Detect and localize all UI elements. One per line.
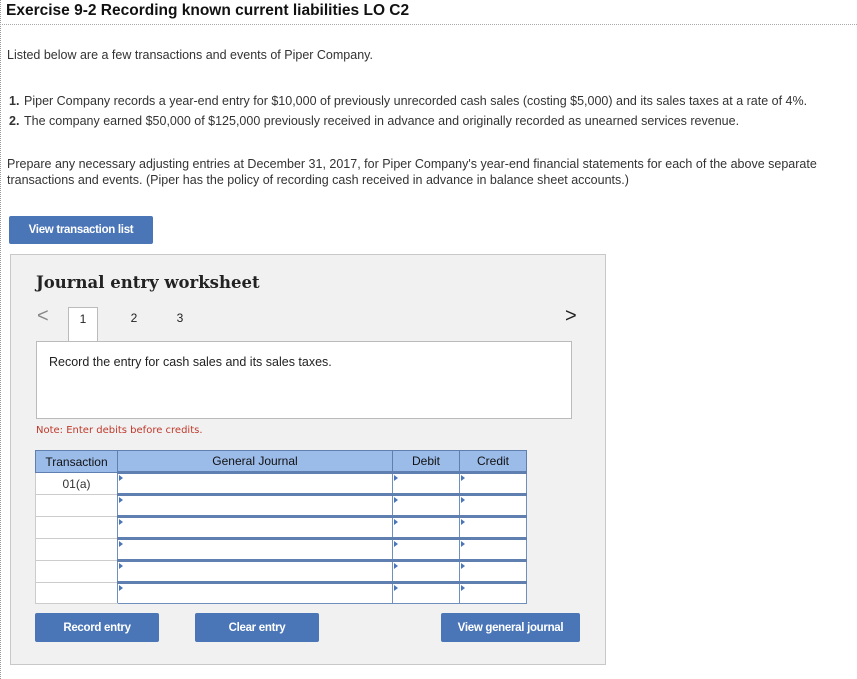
table-row xyxy=(36,495,527,517)
table-row xyxy=(36,473,527,495)
note-text: Note: Enter debits before credits. xyxy=(36,425,203,436)
item-number: 1. xyxy=(9,94,20,108)
debit-input[interactable] xyxy=(393,539,460,561)
instructions-text: Prepare any necessary adjusting entries at December 31, 2017, for Piper Company's year-end financial statements for each of the above separate transactions and events. (Piper has the policy of recording cash received in advance in balance sheet accounts.) xyxy=(7,157,817,187)
credit-input[interactable] xyxy=(460,517,527,539)
view-transaction-list-button[interactable]: View transaction list xyxy=(9,216,153,244)
list-item xyxy=(7,94,845,108)
list-item xyxy=(7,114,845,128)
credit-input[interactable] xyxy=(460,495,527,517)
credit-input[interactable] xyxy=(460,473,527,495)
table-header-row xyxy=(36,451,527,473)
debit-input[interactable] xyxy=(393,473,460,495)
item-text: Piper Company records a year-end entry for $10,000 of previously unrecorded cash sales (costing $5,000) and its sales taxes at a rate of 4%. xyxy=(24,94,808,108)
exercise-title: Exercise 9-2 Recording known current liabilities LO C2 xyxy=(6,2,410,19)
general-journal-header: General Journal xyxy=(118,451,393,473)
account-input[interactable] xyxy=(118,539,393,561)
debit-header: Debit xyxy=(393,451,460,473)
transaction-cell xyxy=(36,583,118,604)
credit-header: Credit xyxy=(460,451,527,473)
debit-input[interactable] xyxy=(393,495,460,517)
credit-input[interactable] xyxy=(460,539,527,561)
debit-input[interactable] xyxy=(393,583,460,604)
account-input[interactable] xyxy=(118,517,393,539)
intro-text: Listed below are a few transactions and events of Piper Company. xyxy=(7,48,373,62)
transaction-cell xyxy=(36,495,118,517)
account-input[interactable] xyxy=(118,473,393,495)
table-row xyxy=(36,583,527,604)
prev-arrow-icon[interactable]: < xyxy=(37,305,49,327)
transaction-header: Transaction xyxy=(36,451,118,473)
tab-3[interactable]: 3 xyxy=(176,311,184,325)
tab-1[interactable]: 1 xyxy=(68,307,98,344)
title-divider xyxy=(0,24,857,25)
account-input[interactable] xyxy=(118,583,393,604)
entry-instruction-box xyxy=(36,341,572,419)
debit-input[interactable] xyxy=(393,561,460,583)
worksheet-title: Journal entry worksheet xyxy=(36,273,260,292)
account-input[interactable] xyxy=(118,561,393,583)
record-entry-button[interactable]: Record entry xyxy=(35,613,159,642)
table-row xyxy=(36,539,527,561)
credit-input[interactable] xyxy=(460,583,527,604)
table-row xyxy=(36,517,527,539)
clear-entry-button[interactable]: Clear entry xyxy=(195,613,319,642)
next-arrow-icon[interactable]: > xyxy=(565,305,577,327)
left-dotted-rule xyxy=(0,0,1,679)
table-row xyxy=(36,561,527,583)
view-general-journal-button[interactable]: View general journal xyxy=(441,613,580,642)
transaction-cell xyxy=(36,517,118,539)
transaction-cell xyxy=(36,539,118,561)
item-number: 2. xyxy=(9,114,20,128)
journal-table xyxy=(35,450,527,604)
item-text: The company earned $50,000 of $125,000 previously received in advance and originally recorded as unearned services revenue. xyxy=(24,114,740,128)
journal-entry-worksheet xyxy=(10,254,606,665)
tab-2[interactable]: 2 xyxy=(130,311,138,325)
transaction-cell xyxy=(36,561,118,583)
entry-instruction: Record the entry for cash sales and its sales taxes. xyxy=(49,355,332,369)
debit-input[interactable] xyxy=(393,517,460,539)
credit-input[interactable] xyxy=(460,561,527,583)
transaction-list xyxy=(7,94,845,128)
transaction-cell: 01(a) xyxy=(36,473,118,495)
account-input[interactable] xyxy=(118,495,393,517)
